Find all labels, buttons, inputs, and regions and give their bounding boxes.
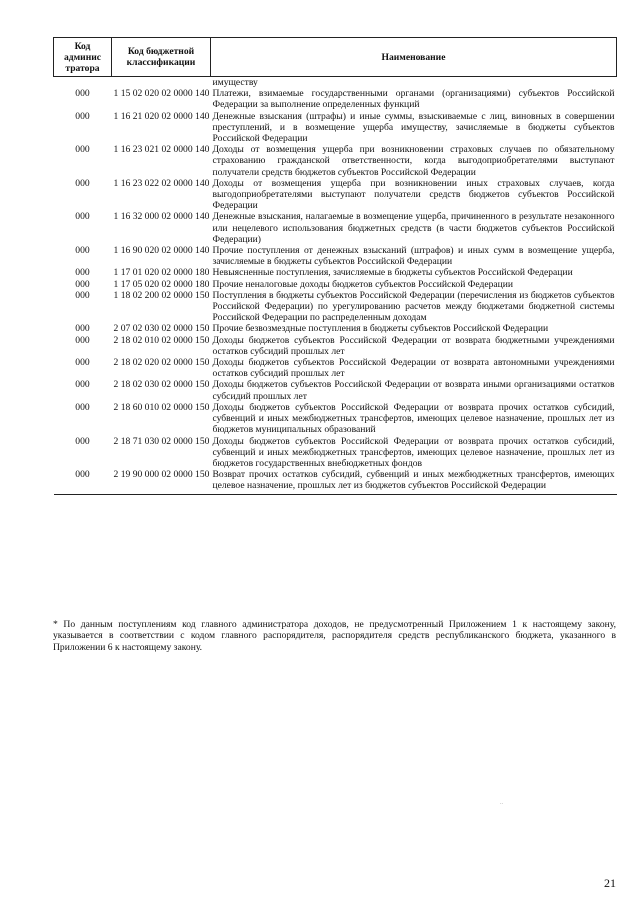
classification-code-cell: 2 18 71 030 02 0000 150 — [113, 435, 210, 447]
classification-code-cell: 2 18 60 010 02 0000 150 — [113, 401, 210, 413]
name-cell: Доходы бюджетов субъектов Российской Федерации от возврата прочих остатков субсидий, субвенций и иных межбюджетных трансфертов, имеющих целевое назначение, прошлых лет из бюджетов государственных внебюджетных фондов — [212, 435, 615, 469]
classification-code-cell: 1 16 90 020 02 0000 140 — [113, 245, 210, 257]
classification-code-cell: 2 18 02 010 02 0000 150 — [113, 334, 210, 346]
table-row — [54, 88, 617, 110]
administrator-code-cell: 000 — [75, 379, 90, 391]
name-cell: Доходы от возмещения ущерба при возникновении иных страховых случаев, когда выгодоприобретателями выступают получатели средств бюджетов субъектов Российской Федерации — [212, 177, 615, 212]
classification-code-cell: 1 18 02 200 02 0000 150 — [113, 289, 210, 301]
table-row — [54, 379, 617, 401]
table-row — [54, 290, 617, 324]
classification-code-cell: 1 16 32 000 02 0000 140 — [113, 211, 210, 223]
classification-code-cell: 1 17 01 020 02 0000 180 — [113, 267, 210, 279]
name-cell: Платежи, взимаемые государственными органами (организациями) субъектов Российской Федерации за выполнение определенных функций — [212, 88, 615, 111]
table-row — [54, 436, 617, 470]
classification-code-cell: 1 16 23 021 02 0000 140 — [113, 144, 210, 156]
table-row — [54, 357, 617, 379]
classification-code-cell: 2 19 90 000 02 0000 150 — [112, 469, 211, 494]
name-cell: Доходы от возмещения ущерба при возникновении страховых случаев по обязательному страхованию гражданской ответственности, когда выгодоприобретателями выступают получатели средств бюджетов субъектов Российской Федерации — [212, 144, 615, 178]
table-row — [54, 279, 617, 290]
administrator-code-cell: 000 — [75, 144, 90, 156]
classification-code-cell: 1 16 21 020 02 0000 140 — [113, 110, 210, 122]
administrator-code-cell: 000 — [75, 289, 90, 301]
administrator-code-cell: 000 — [75, 323, 90, 335]
scan-speck: .. — [500, 800, 503, 806]
administrator-code-cell: 000 — [75, 245, 90, 257]
header-name: Наименование — [211, 38, 617, 77]
administrator-code-cell: 000 — [75, 267, 90, 279]
table-row — [54, 211, 617, 245]
footnote: * По данным поступлениям код главного администратора доходов, не предусмотренный Приложением 1 к настоящему закону, указывается в соответствии с кодом главного распорядителя, распорядителя средств республиканского бюджета, указанного в Приложении 6 к настоящему закону. — [53, 619, 616, 653]
header-budget-classification-code: Код бюджетной классификации — [112, 38, 211, 77]
table-row — [54, 144, 617, 178]
administrator-code-cell: 000 — [75, 435, 90, 447]
table-row — [54, 469, 617, 494]
classification-code-cell — [112, 77, 211, 89]
administrator-code-cell: 000 — [75, 88, 90, 100]
classification-code-cell: 1 15 02 020 02 0000 140 — [113, 88, 210, 100]
name-cell: Прочие поступления от денежных взысканий (штрафов) и иных сумм в возмещение ущерба, зачисляемые в бюджеты субъектов Российской Федерации — [212, 245, 615, 268]
name-cell: Доходы бюджетов субъектов Российской Федерации от возврата иными организациями остатков субсидий прошлых лет — [212, 379, 615, 402]
name-cell: Возврат прочих остатков субсидий, субвенций и иных межбюджетных трансфертов, имеющих целевое назначение, прошлых лет из бюджетов субъектов Российской Федерации — [211, 469, 617, 494]
table-header — [54, 38, 617, 77]
administrator-code-cell: 000 — [54, 469, 112, 494]
table-row — [54, 77, 617, 89]
administrator-code-cell: 000 — [75, 278, 90, 290]
name-cell: Прочие безвозмездные поступления в бюджеты субъектов Российской Федерации — [212, 323, 549, 335]
name-cell: Доходы бюджетов субъектов Российской Федерации от возврата бюджетными учреждениями остатков субсидий прошлых лет — [212, 334, 615, 357]
name-cell: Невыясненные поступления, зачисляемые в бюджеты субъектов Российской Федерации — [212, 267, 573, 279]
name-cell: Доходы бюджетов субъектов Российской Федерации от возврата прочих остатков субсидий, субвенций и иных межбюджетных трансфертов, имеющих целевое назначение, прошлых лет из бюджетов муниципальных образований — [212, 401, 615, 436]
classification-code-cell: 2 18 02 030 02 0000 150 — [113, 379, 210, 391]
table-row — [54, 402, 617, 436]
administrator-code-cell: 000 — [75, 401, 90, 413]
administrator-code-cell: 000 — [75, 177, 90, 189]
classification-code-cell: 2 18 02 020 02 0000 150 — [113, 357, 210, 369]
table-row — [54, 323, 617, 334]
name-cell: Доходы бюджетов субъектов Российской Федерации от возврата автономными учреждениями остатков субсидий прошлых лет — [212, 357, 615, 380]
name-cell: Прочие неналоговые доходы бюджетов субъектов Российской Федерации — [212, 278, 514, 290]
header-administrator-code: Код админис тратора — [54, 38, 112, 77]
table-row — [54, 267, 617, 278]
page-number: 21 — [604, 876, 616, 890]
classification-code-cell: 2 07 02 030 02 0000 150 — [113, 323, 210, 335]
table-row — [54, 245, 617, 267]
administrator-code-cell: 000 — [75, 334, 90, 346]
table-row — [54, 178, 617, 212]
name-cell: Поступления в бюджеты субъектов Российской Федерации (перечисления из бюджетов субъектов Российской Федерации) по урегулированию расчетов между бюджетами бюджетной системы Российской Федерации по распределенным доходам — [212, 289, 615, 324]
table-row — [54, 335, 617, 357]
name-cell: Денежные взыскания, налагаемые в возмещение ущерба, причиненного в результате незаконного или нецелевого использования бюджетных средств (в части бюджетов субъектов Российской Федерации) — [212, 211, 615, 245]
table-body — [54, 77, 617, 495]
name-cell: имуществу — [212, 77, 258, 88]
name-cell: Денежные взыскания (штрафы) и иные суммы, взыскиваемые с лиц, виновных в совершении преступлений, и в возмещение ущерба имуществу, зачисляемые в бюджеты субъектов Российской Федерации — [212, 110, 615, 145]
administrator-code-cell: 000 — [75, 110, 90, 122]
revenue-codes-table — [53, 37, 617, 495]
classification-code-cell: 1 16 23 022 02 0000 140 — [113, 177, 210, 189]
administrator-code-cell: 000 — [75, 357, 90, 369]
classification-code-cell: 1 17 05 020 02 0000 180 — [113, 278, 210, 290]
table-row — [54, 111, 617, 145]
administrator-code-cell — [54, 77, 112, 89]
administrator-code-cell: 000 — [75, 211, 90, 223]
